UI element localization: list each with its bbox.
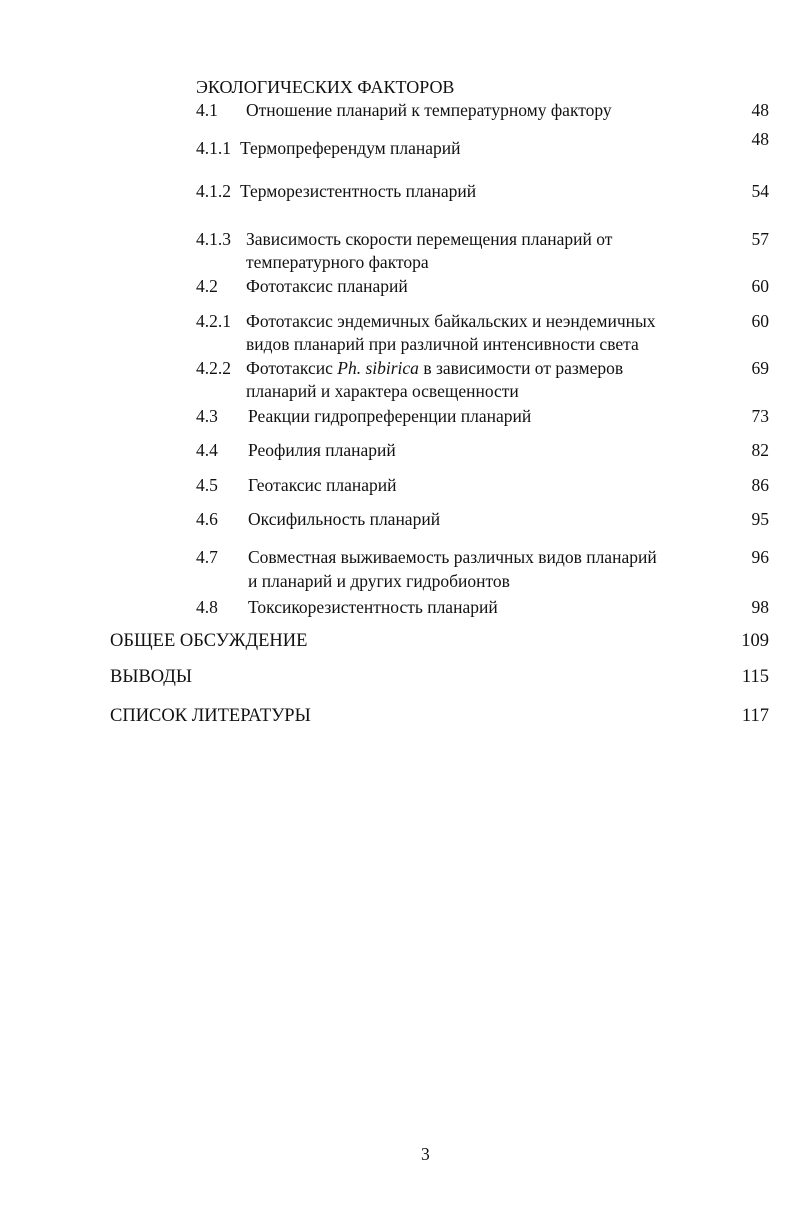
toc-number: 4.2 [196,276,218,296]
toc-page: 48 [751,100,769,120]
toc-page: 98 [751,597,769,617]
toc-title-continuation: планарий и характера освещенности [246,381,519,401]
toc-page: 57 [751,229,769,249]
section-title: ОБЩЕЕ ОБСУЖДЕНИЕ [110,631,308,651]
toc-number: 4.1.1 [196,138,231,158]
toc-title: Токсикорезистентность планарий [248,597,498,617]
toc-page: 69 [751,358,769,378]
toc-number: 4.1 [196,100,218,120]
toc-page: 60 [751,311,769,331]
toc-page: 82 [751,440,769,460]
toc-number: 4.6 [196,509,218,529]
toc-page: 86 [751,475,769,495]
toc-title [246,357,623,379]
toc-number: 4.8 [196,597,218,617]
toc-title: Фототаксис планарий [246,276,408,296]
toc-page: 95 [751,509,769,529]
toc-title: Фототаксис эндемичных байкальских и неэндемичных [246,311,656,331]
continuation-heading: ЭКОЛОГИЧЕСКИХ ФАКТОРОВ [196,77,455,97]
toc-title-continuation: и планарий и других гидробионтов [248,571,510,591]
toc-title: Оксифильность планарий [248,509,441,529]
toc-title: Отношение планарий к температурному фактору [246,100,612,120]
toc-title-continuation: видов планарий при различной интенсивности света [246,334,639,354]
toc-title: Терморезистентность планарий [240,181,477,201]
page-number: 3 [421,1144,430,1164]
toc-page: 60 [751,276,769,296]
section-title: ВЫВОДЫ [110,667,193,687]
toc-title-continuation: температурного фактора [246,252,429,272]
toc-number: 4.2.1 [196,311,231,331]
toc-page: 54 [751,181,769,201]
toc-title: Зависимость скорости перемещения планарий от [246,229,613,249]
toc-number: 4.2.2 [196,358,231,378]
toc-page: 48 [751,129,769,149]
toc-title: Реакции гидропреференции планарий [248,406,532,426]
toc-title: Реофилия планарий [248,440,396,460]
toc-title: Совместная выживаемость различных видов планарий [248,547,657,567]
toc-number: 4.1.3 [196,229,231,249]
section-page: 115 [741,667,769,687]
toc-page: 96 [751,547,769,567]
species-name: Ph. sibirica [337,358,419,378]
section-title: СПИСОК ЛИТЕРАТУРЫ [110,706,311,726]
section-page: 117 [741,706,769,726]
toc-number: 4.1.2 [196,181,231,201]
section-page: 109 [741,631,769,651]
toc-title: Термопреферендум планарий [240,138,461,158]
toc-number: 4.5 [196,475,218,495]
toc-number: 4.3 [196,406,218,426]
toc-title-part: Фототаксис [246,358,338,378]
toc-number: 4.7 [196,547,218,567]
toc-number: 4.4 [196,440,218,460]
toc-title: Геотаксис планарий [248,475,397,495]
toc-page: 73 [751,406,769,426]
toc-title-part: в зависимости от размеров [418,358,624,378]
